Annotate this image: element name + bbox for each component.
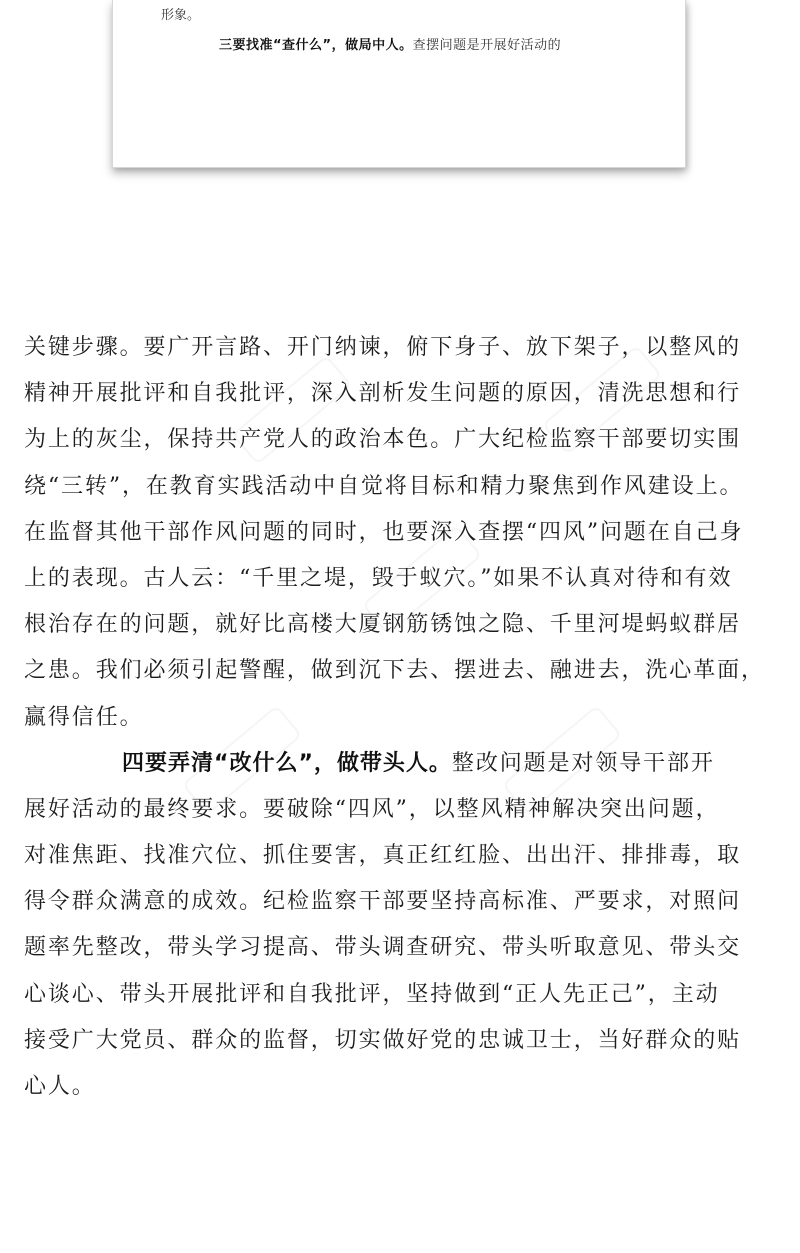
previous-page-card: [112, 0, 686, 168]
paragraph-line: 精神开展批评和自我批评，深入剖析发生问题的原因，清洗思想和行: [24, 381, 742, 407]
paragraph-line: 在监督其他干部作风问题的同时，也要深入查摆“四风”问题在自己身: [24, 519, 744, 545]
paragraph-line: 得令群众满意的成效。纪检监察干部要坚持高标准、严要求，对照问: [24, 889, 742, 915]
paragraph-line: 上的表现。古人云：“千里之堤，毁于蚁穴。”如果不认真对待和有效: [24, 565, 733, 591]
paragraph-line: 心人。: [24, 1074, 96, 1099]
card-text: 查摆问题是开展好活动的: [412, 38, 562, 53]
paragraph-line: 关键步骤。要广开言路、开门纳谏，俯下身子、放下架子，以整风的: [24, 335, 742, 360]
paragraph-line: 根治存在的问题，就好比高楼大厦钢筋锈蚀之隐、千里河堤蚂蚁群居: [24, 612, 742, 638]
paragraph-line: 绕“三转”，在教育实践活动中自觉将目标和精力聚焦到作风建设上。: [24, 473, 744, 499]
card-text-line: [219, 34, 561, 53]
paragraph-line: 对准焦距、找准穴位、抓住要害，真正红红脸、出出汗、排排毒，取: [24, 843, 742, 869]
card-bold-heading: 三要找准“查什么”，做局中人。: [219, 38, 413, 53]
paragraph-line: 心谈心、带头开展批评和自我批评，坚持做到“正人先正己”，主动: [24, 981, 720, 1007]
section-bold-heading: 四要弄清“改什么”，做带头人。: [122, 750, 452, 776]
paragraph-line: 为上的灰尘，保持共产党人的政治本色。广大纪检监察干部要切实围: [24, 427, 742, 453]
paragraph-text: 整改问题是对领导干部开: [451, 750, 715, 776]
paragraph-line: 之患。我们必须引起警醒，做到沉下去、摆进去、融进去，洗心革面，: [24, 658, 765, 684]
paragraph-line: 题率先整改，带头学习提高、带头调查研究、带头听取意见、带头交: [24, 935, 742, 961]
card-text-line: 形象。: [161, 8, 201, 23]
article-body: [24, 325, 784, 1110]
paragraph-heading-line: [24, 741, 784, 787]
paragraph-line: 赢得信任。: [24, 704, 144, 730]
paragraph-line: 展好活动的最终要求。要破除“四风”，以整风精神解决突出问题，: [24, 796, 720, 822]
paragraph-line: 接受广大党员、群众的监督，切实做好党的忠诚卫士，当好群众的贴: [24, 1027, 742, 1053]
